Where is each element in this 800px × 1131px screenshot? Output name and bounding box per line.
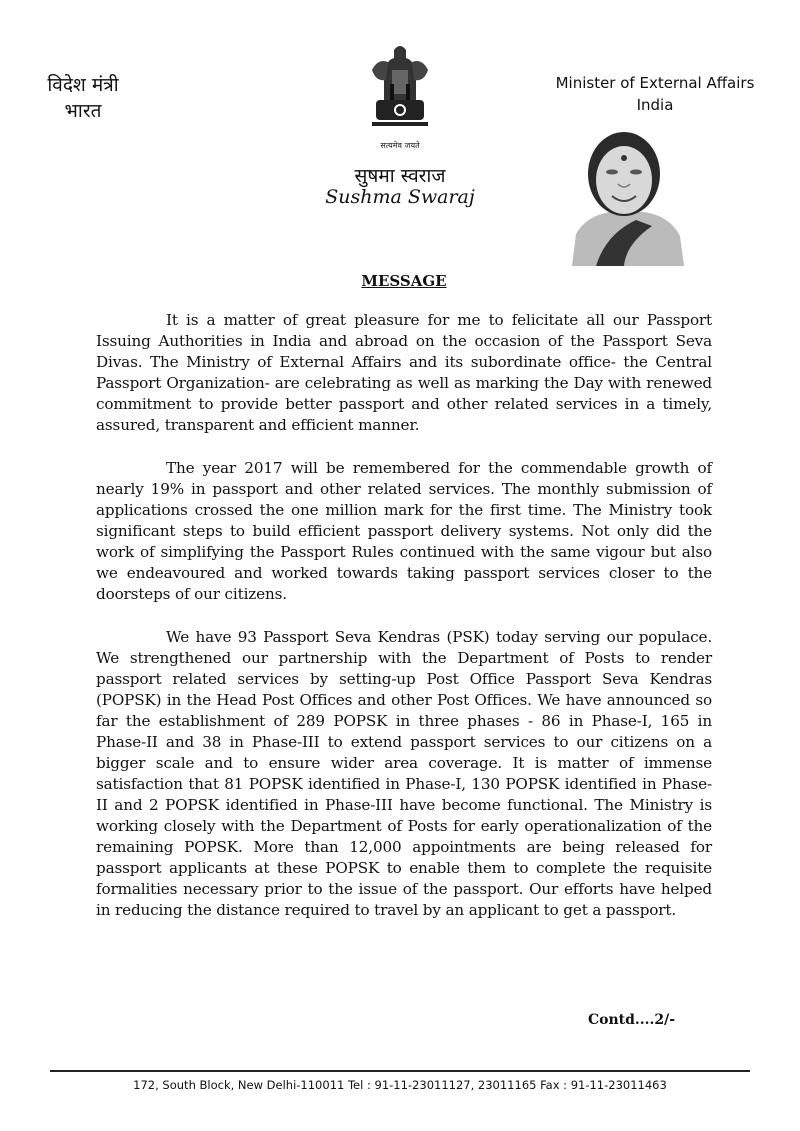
minister-portrait-image (566, 116, 688, 266)
hindi-designation-line1: विदेश मंत्री (47, 74, 119, 96)
hindi-designation-line2: भारत (64, 100, 102, 122)
footer-address: 172, South Block, New Delhi-110011 Tel : 91-11-23011127, 23011165 Fax : 91-11-23011463 (133, 1078, 667, 1092)
message-paragraph: The year 2017 will be remembered for the commendable growth of nearly 19% in passport and other related services. The monthly submission of applications crossed the one million mark for the first time. The Ministry took significant steps to build efficient passport delivery systems. Not only did the work of simplifying the Passport Rules continued with the same vigour but also we endeavoured and worked towards taking passport services closer to the doorsteps of our citizens. (96, 459, 712, 603)
english-designation-line1: Minister of External Affairs (555, 74, 755, 92)
hindi-designation (28, 72, 138, 124)
state-emblem-icon (362, 40, 438, 140)
message-paragraph: We have 93 Passport Seva Kendras (PSK) today serving our populace. We strengthened our partnership with the Department of Posts to render passport related services by setting-up Post Office Passport Seva Kendras (POPSK) in the Head Post Offices and other Post Offices. We have announced so far the establishment of 289 POPSK in three phases - 86 in Phase-I, 165 in Phase-II and 38 in Phase-III to extend passport services to our citizens on a bigger scale and to ensure wider area coverage. It is matter of immense satisfaction that 81 POPSK identified in Phase-I, 130 POPSK identified in Phase-II and 2 POPSK identified in Phase-III have become functional. The Ministry is working closely with the Department of Posts for early operationalization of the remaining POPSK. More than 12,000 appointments are being released for passport applicants at these POPSK to enable them to complete the requisite formalities necessary prior to the issue of the passport. Our efforts have helped in reducing the distance required to travel by an applicant to get a passport. (96, 628, 712, 919)
minister-name-english: Sushma Swaraj (325, 186, 475, 208)
message-paragraph: It is a matter of great pleasure for me to felicitate all our Passport Issuing Authorities in India and abroad on the occasion of the Passport Seva Divas. The Ministry of External Affairs and its subordinate office- the Central Passport Organization- are celebrating as well as marking the Day with renewed commitment to provide better passport and other related services in a timely, assured, transparent and efficient manner. (96, 311, 712, 434)
english-designation-line2: India (636, 96, 674, 114)
english-designation (530, 72, 780, 116)
emblem-motto: सत्यमेव जयते (380, 141, 420, 150)
message-heading: MESSAGE (361, 272, 447, 290)
continued-marker: Contd....2/- (588, 1012, 676, 1028)
footer-divider (50, 1070, 750, 1072)
message-body (96, 310, 712, 943)
minister-name-hindi: सुषमा स्वराज (354, 165, 446, 187)
